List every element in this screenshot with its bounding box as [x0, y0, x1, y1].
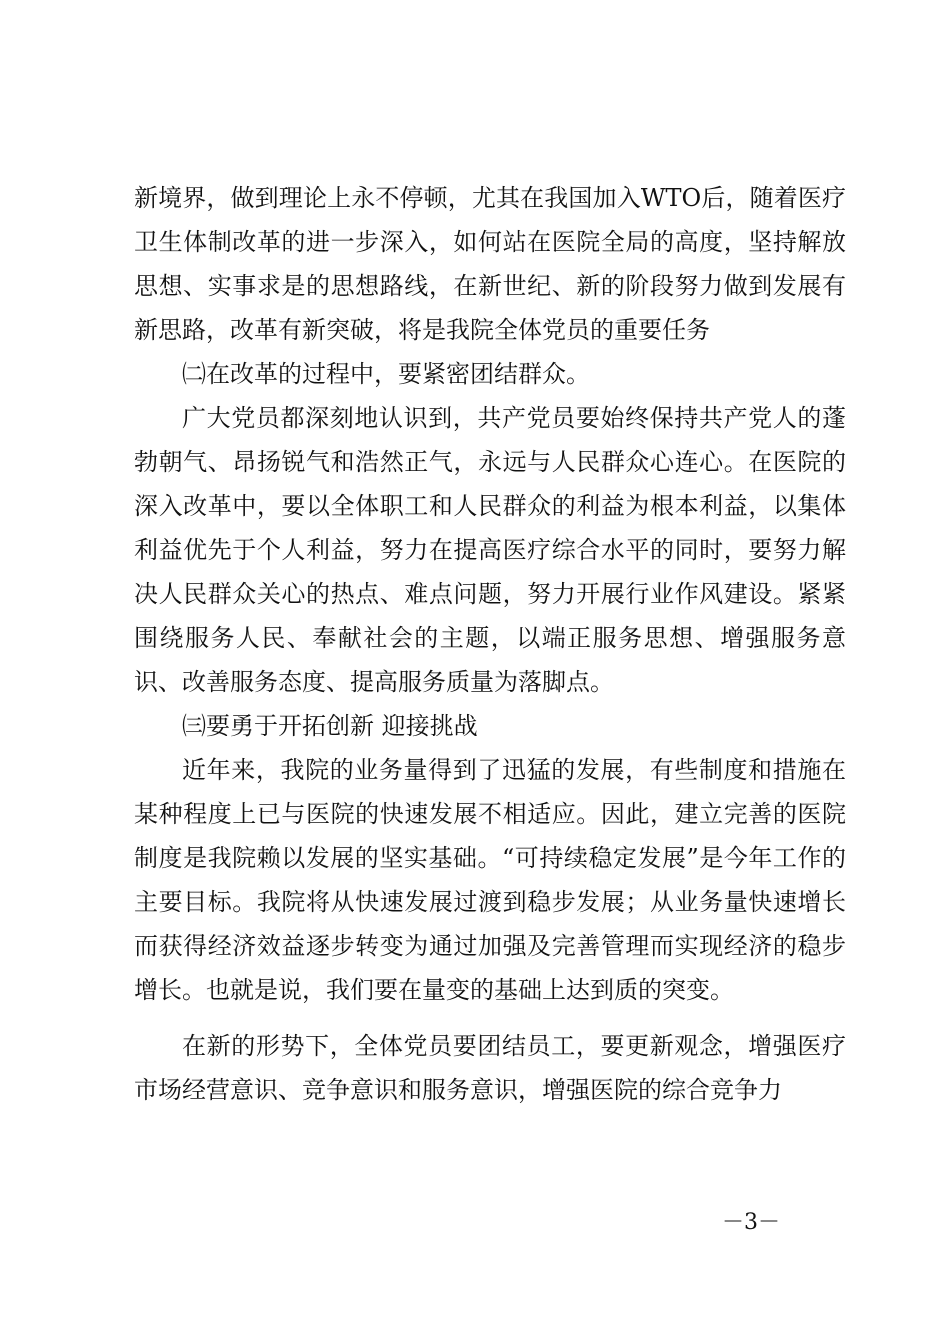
paragraph-new-situation: 在新的形势下，全体党员要团结员工，要更新观念，增强医疗市场经营意识、竞争意识和服务意识，增强医院的综合竞争力: [134, 1032, 846, 1104]
paragraph-innovation: 近年来，我院的业务量得到了迅猛的发展，有些制度和措施在某种程度上已与医院的快速发展不相适应。因此，建立完善的医院制度是我院赖以发展的坚实基础。“可持续稳定发展”是今年工作的主要目标。我院将从快速发展过渡到稳步发展；从业务量快速增长而获得经济效益逐步转变为通过加强及完善管理而实现经济的稳步增长。也就是说，我们要在量变的基础上达到质的突变。: [134, 756, 846, 1004]
paragraph-unite-masses: 广大党员都深刻地认识到，共产党员要始终保持共产党人的蓬勃朝气、昂扬锐气和浩然正气，永远与人民群众心连心。在医院的深入改革中，要以全体职工和人民群众的利益为根本利益，以集体利益优先于个人利益，努力在提高医疗综合水平的同时，要努力解决人民群众关心的热点、难点问题，努力开展行业作风建设。紧紧围绕服务人民、奉献社会的主题，以端正服务思想、增强服务意识、改善服务态度、提高服务质量为落脚点。: [134, 404, 846, 696]
page-number: －3－: [722, 1210, 780, 1235]
document-body: [134, 176, 846, 1112]
section-heading-2: ㈡在改革的过程中，要紧密团结群众。: [182, 360, 590, 388]
paragraph-continuation: 新境界，做到理论上永不停顿，尤其在我国加入WTO后，随着医疗卫生体制改革的进一步深入，如何站在医院全局的高度，坚持解放思想、实事求是的思想路线，在新世纪、新的阶段努力做到发展有新思路，改革有新突破，将是我院全体党员的重要任务: [134, 184, 846, 344]
section-heading-3: ㈢要勇于开拓创新 迎接挑战: [182, 712, 478, 740]
